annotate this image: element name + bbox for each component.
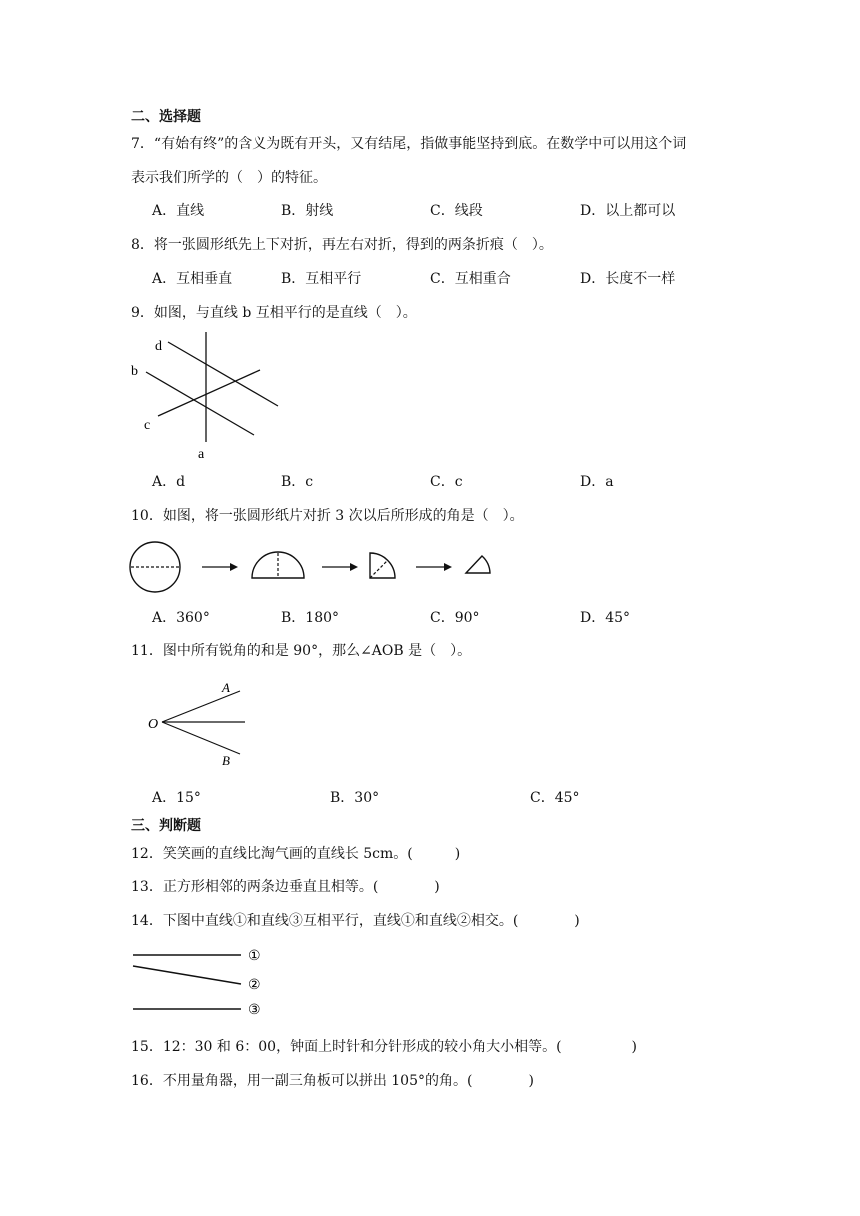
section-heading-choice: 二、选择题 <box>131 109 201 125</box>
q7-option-d: D．以上都可以 <box>580 203 676 219</box>
q9-label-b: b <box>131 364 138 379</box>
q7-option-b: B．射线 <box>281 203 334 219</box>
q11-option-b: B．30° <box>330 790 380 806</box>
q9-option-c: C．c <box>430 474 463 490</box>
q14-lines-figure <box>128 942 278 1022</box>
q9-label-c: c <box>144 418 151 433</box>
q11-angle-figure <box>145 680 275 775</box>
q7-option-c: C．线段 <box>430 203 483 219</box>
q11-label-o: O <box>148 717 159 732</box>
q10-folding-figure <box>128 540 498 600</box>
q11-label-a: A <box>222 680 230 695</box>
q11-label-b: B <box>222 753 230 768</box>
question-7-line-2: 表示我们所学的（ ）的特征。 <box>131 170 327 186</box>
q10-option-a: A．360° <box>152 610 210 626</box>
question-8-text: 8．将一张圆形纸先上下对折，再左右对折，得到的两条折痕（ ）。 <box>131 237 553 253</box>
question-11-text: 11．图中所有锐角的和是 90°，那么∠AOB 是（ ）。 <box>131 643 472 659</box>
q9-option-b: B．c <box>281 474 314 490</box>
question-10-text: 10．如图，将一张圆形纸片对折 3 次以后所形成的角是（ ）。 <box>131 508 524 524</box>
question-14-text: 14．下图中直线①和直线③互相平行，直线①和直线②相交。( ) <box>131 913 580 929</box>
q14-label-2: ② <box>248 978 261 993</box>
q10-option-b: B．180° <box>281 610 340 626</box>
q8-option-d: D．长度不一样 <box>580 271 676 287</box>
question-7-line-1: 7．“有始有终”的含义为既有开头，又有结尾，指做事能坚持到底。在数学中可以用这个词 <box>131 136 687 152</box>
question-9-text: 9．如图，与直线 b 互相平行的是直线（ ）。 <box>131 305 417 321</box>
q9-lines-figure <box>128 332 288 462</box>
question-16-text: 16．不用量角器，用一副三角板可以拼出 105°的角。( ) <box>131 1073 534 1089</box>
q10-option-d: D．45° <box>580 610 631 626</box>
q10-option-c: C．90° <box>430 610 480 626</box>
q9-label-a: a <box>198 447 205 462</box>
q8-option-a: A．互相垂直 <box>152 271 233 287</box>
section-heading-judge: 三、判断题 <box>131 818 201 834</box>
question-15-text: 15．12：30 和 6：00，钟面上时针和分针形成的较小角大小相等。( ) <box>131 1039 637 1055</box>
q9-option-d: D．a <box>580 474 614 490</box>
q8-option-b: B．互相平行 <box>281 271 362 287</box>
q14-label-3: ③ <box>248 1003 261 1018</box>
question-13-text: 13．正方形相邻的两条边垂直且相等。( ) <box>131 879 440 895</box>
question-12-text: 12．笑笑画的直线比淘气画的直线长 5cm。( ) <box>131 846 461 862</box>
q8-option-c: C．互相重合 <box>430 271 511 287</box>
q9-label-d: d <box>155 339 162 354</box>
q14-label-1: ① <box>248 949 261 964</box>
q11-option-c: C．45° <box>530 790 580 806</box>
q9-option-a: A．d <box>152 474 186 490</box>
q7-option-a: A．直线 <box>152 203 205 219</box>
q11-option-a: A．15° <box>152 790 201 806</box>
